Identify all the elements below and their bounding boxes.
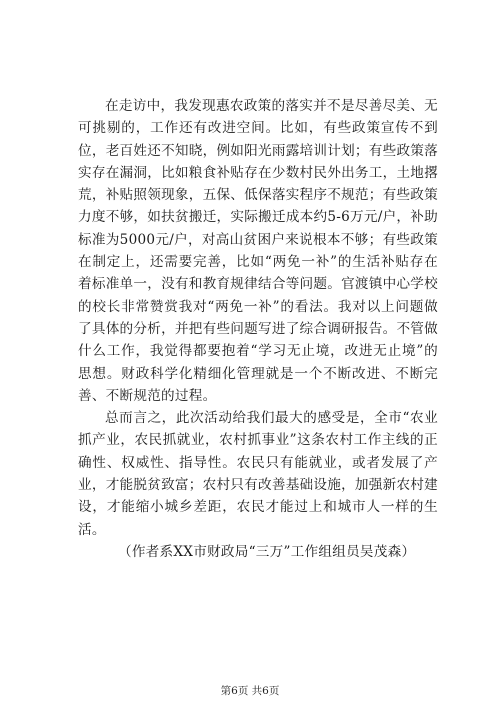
- paragraph-policy-issues: 在走访中，我发现惠农政策的落实并不是尽善尽美、无可挑剔的，工作还有改进空间。比如，有些政策宣传不到位，老百姓还不知晓，例如阳光雨露培训计划；有些政策落实存在漏洞，比如粮食补贴存在少数村民外出务工，土地撂荒，补贴照领现象，五保、低保落实程序不规范；有些政策力度不够，如扶贫搬迁，实际搬迁成本约5-6万元/户，补助标准为5000元/户，对高山贫困户来说根本不够；有些政策在制定上，还需要完善，比如“两免一补”的生活补贴存在着标准单一，没有和教育规律结合等问题。官渡镇中心学校的校长非常赞赏我对“两免一补”的看法。我对以上问题做了具体的分析，并把有些问题写进了综合调研报告。不管做什么工作，我觉得都要抱着“学习无止境，改进无止境”的思想。财政科学化精细化管理就是一个不断改进、不断完善、不断规范的过程。: [78, 98, 438, 404]
- paragraph-conclusion: 总而言之，此次活动给我们最大的感受是，全市“农业抓产业，农民抓就业，农村抓事业”这条农村工作主线的正确性、权威性、指导性。农民只有能就业，或者发展了产业，才能脱贫致富；农村只有改善基础设施，加强新农村建设，才能缩小城乡差距，农民才能过上和城市人一样的生活。: [78, 410, 438, 538]
- author-byline: （作者系XX市财政局“三万”工作组组员吴茂森）: [118, 543, 416, 560]
- page-footer: 第6页 共6页: [220, 685, 280, 697]
- document-body: [78, 95, 438, 563]
